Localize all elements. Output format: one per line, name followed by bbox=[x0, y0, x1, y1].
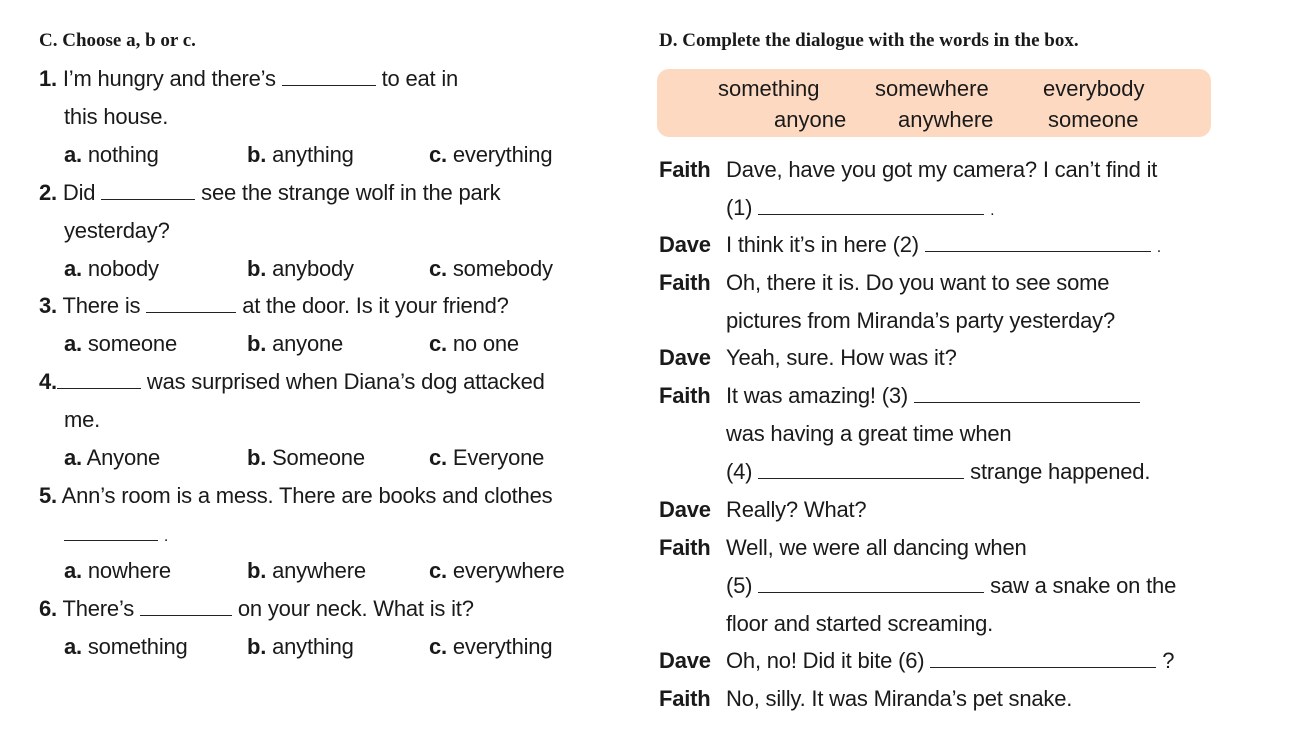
question-1-cont: this house. bbox=[64, 104, 169, 129]
answer-blank[interactable] bbox=[64, 522, 158, 541]
answer-blank[interactable] bbox=[914, 384, 1140, 403]
dialogue-line: pictures from Miranda’s party yesterday? bbox=[726, 308, 1115, 333]
answer-blank[interactable] bbox=[758, 196, 984, 215]
dialogue-line: It was amazing! (3) bbox=[726, 383, 1140, 409]
question-6 bbox=[39, 596, 474, 622]
answer-blank[interactable] bbox=[57, 370, 141, 389]
speaker-label: Faith bbox=[659, 157, 711, 182]
question-text: on your neck. What is it? bbox=[237, 596, 474, 621]
answer-blank[interactable] bbox=[758, 460, 964, 479]
box-word: anywhere bbox=[898, 107, 994, 132]
section-c-heading: C. Choose a, b or c. bbox=[39, 30, 196, 51]
option-c[interactable]: c. Everyone bbox=[429, 445, 545, 470]
dialogue-line: I think it’s in here (2) . bbox=[726, 232, 1161, 257]
option-c[interactable]: c. no one bbox=[429, 331, 519, 356]
box-word: someone bbox=[1048, 107, 1139, 132]
dialogue-line: floor and started screaming. bbox=[726, 611, 994, 636]
question-number: 6. bbox=[39, 596, 57, 621]
dialogue-line: Really? What? bbox=[726, 497, 867, 522]
question-5-cont: . bbox=[64, 521, 168, 547]
speaker-label: Faith bbox=[659, 535, 711, 560]
speaker-label: Faith bbox=[659, 686, 711, 711]
dialogue-line: Well, we were all dancing when bbox=[726, 535, 1027, 560]
question-text: There is bbox=[62, 293, 141, 318]
question-text: Ann’s room is a mess. There are books and clothes bbox=[61, 483, 553, 508]
answer-blank[interactable] bbox=[101, 181, 195, 200]
option-a[interactable]: a. nowhere bbox=[64, 558, 171, 583]
option-c[interactable]: c. everywhere bbox=[429, 558, 565, 583]
speaker-label: Dave bbox=[659, 648, 711, 673]
dialogue-line: Oh, no! Did it bite (6) ? bbox=[726, 648, 1175, 673]
question-3 bbox=[39, 293, 509, 319]
option-b[interactable]: b. anything bbox=[247, 142, 354, 167]
option-a[interactable]: a. nobody bbox=[64, 256, 159, 281]
question-number: 2. bbox=[39, 180, 57, 205]
answer-blank[interactable] bbox=[758, 574, 984, 593]
question-4 bbox=[39, 369, 545, 395]
option-a[interactable]: a. something bbox=[64, 634, 188, 659]
option-a[interactable]: a. someone bbox=[64, 331, 177, 356]
option-b[interactable]: b. anything bbox=[247, 634, 354, 659]
box-word: somewhere bbox=[875, 76, 989, 101]
answer-blank[interactable] bbox=[925, 233, 1151, 252]
answer-blank[interactable] bbox=[282, 67, 376, 86]
section-d-heading: D. Complete the dialogue with the words in the box. bbox=[659, 30, 1079, 51]
question-1 bbox=[39, 66, 458, 92]
dialogue-line: Dave, have you got my camera? I can’t find it bbox=[726, 157, 1158, 182]
question-text: at the door. Is it your friend? bbox=[242, 293, 509, 318]
question-text: to eat in bbox=[381, 66, 459, 91]
question-number: 1. bbox=[39, 66, 57, 91]
answer-blank[interactable] bbox=[140, 597, 232, 616]
option-c[interactable]: c. somebody bbox=[429, 256, 553, 281]
box-word: something bbox=[718, 76, 820, 101]
question-text: I’m hungry and there’s bbox=[62, 66, 276, 91]
option-b[interactable]: b. anyone bbox=[247, 331, 344, 356]
option-c[interactable]: c. everything bbox=[429, 142, 553, 167]
question-number: 5. bbox=[39, 483, 57, 508]
question-5 bbox=[39, 483, 552, 509]
question-text: There’s bbox=[62, 596, 135, 621]
question-number: 3. bbox=[39, 293, 57, 318]
option-b[interactable]: b. anywhere bbox=[247, 558, 366, 583]
word-box bbox=[657, 69, 1211, 137]
dialogue-line: (1) . bbox=[726, 195, 995, 220]
dialogue-line: was having a great time when bbox=[726, 421, 1012, 446]
option-b[interactable]: b. Someone bbox=[247, 445, 365, 470]
speaker-label: Dave bbox=[659, 497, 711, 522]
question-2 bbox=[39, 180, 500, 206]
answer-blank[interactable] bbox=[930, 649, 1156, 668]
dialogue-line: No, silly. It was Miranda’s pet snake. bbox=[726, 686, 1073, 711]
dialogue-line: (4) strange happened. bbox=[726, 459, 1151, 484]
dialogue-line: (5) saw a snake on the bbox=[726, 573, 1177, 598]
speaker-label: Dave bbox=[659, 345, 711, 370]
question-number: 4. bbox=[39, 369, 57, 394]
question-text: was surprised when Diana’s dog attacked bbox=[146, 369, 545, 394]
speaker-label: Faith bbox=[659, 270, 711, 295]
box-word: everybody bbox=[1043, 76, 1145, 101]
question-4-cont: me. bbox=[64, 407, 101, 432]
dialogue-line: Yeah, sure. How was it? bbox=[726, 345, 957, 370]
speaker-label: Faith bbox=[659, 383, 711, 408]
box-word: anyone bbox=[774, 107, 847, 132]
option-a[interactable]: a. Anyone bbox=[64, 445, 161, 470]
option-c[interactable]: c. everything bbox=[429, 634, 553, 659]
question-text: Did bbox=[62, 180, 96, 205]
answer-blank[interactable] bbox=[146, 294, 236, 313]
speaker-label: Dave bbox=[659, 232, 711, 257]
dialogue-line: Oh, there it is. Do you want to see some bbox=[726, 270, 1110, 295]
option-a[interactable]: a. nothing bbox=[64, 142, 159, 167]
option-b[interactable]: b. anybody bbox=[247, 256, 354, 281]
question-2-cont: yesterday? bbox=[64, 218, 170, 243]
question-text: see the strange wolf in the park bbox=[201, 180, 501, 205]
